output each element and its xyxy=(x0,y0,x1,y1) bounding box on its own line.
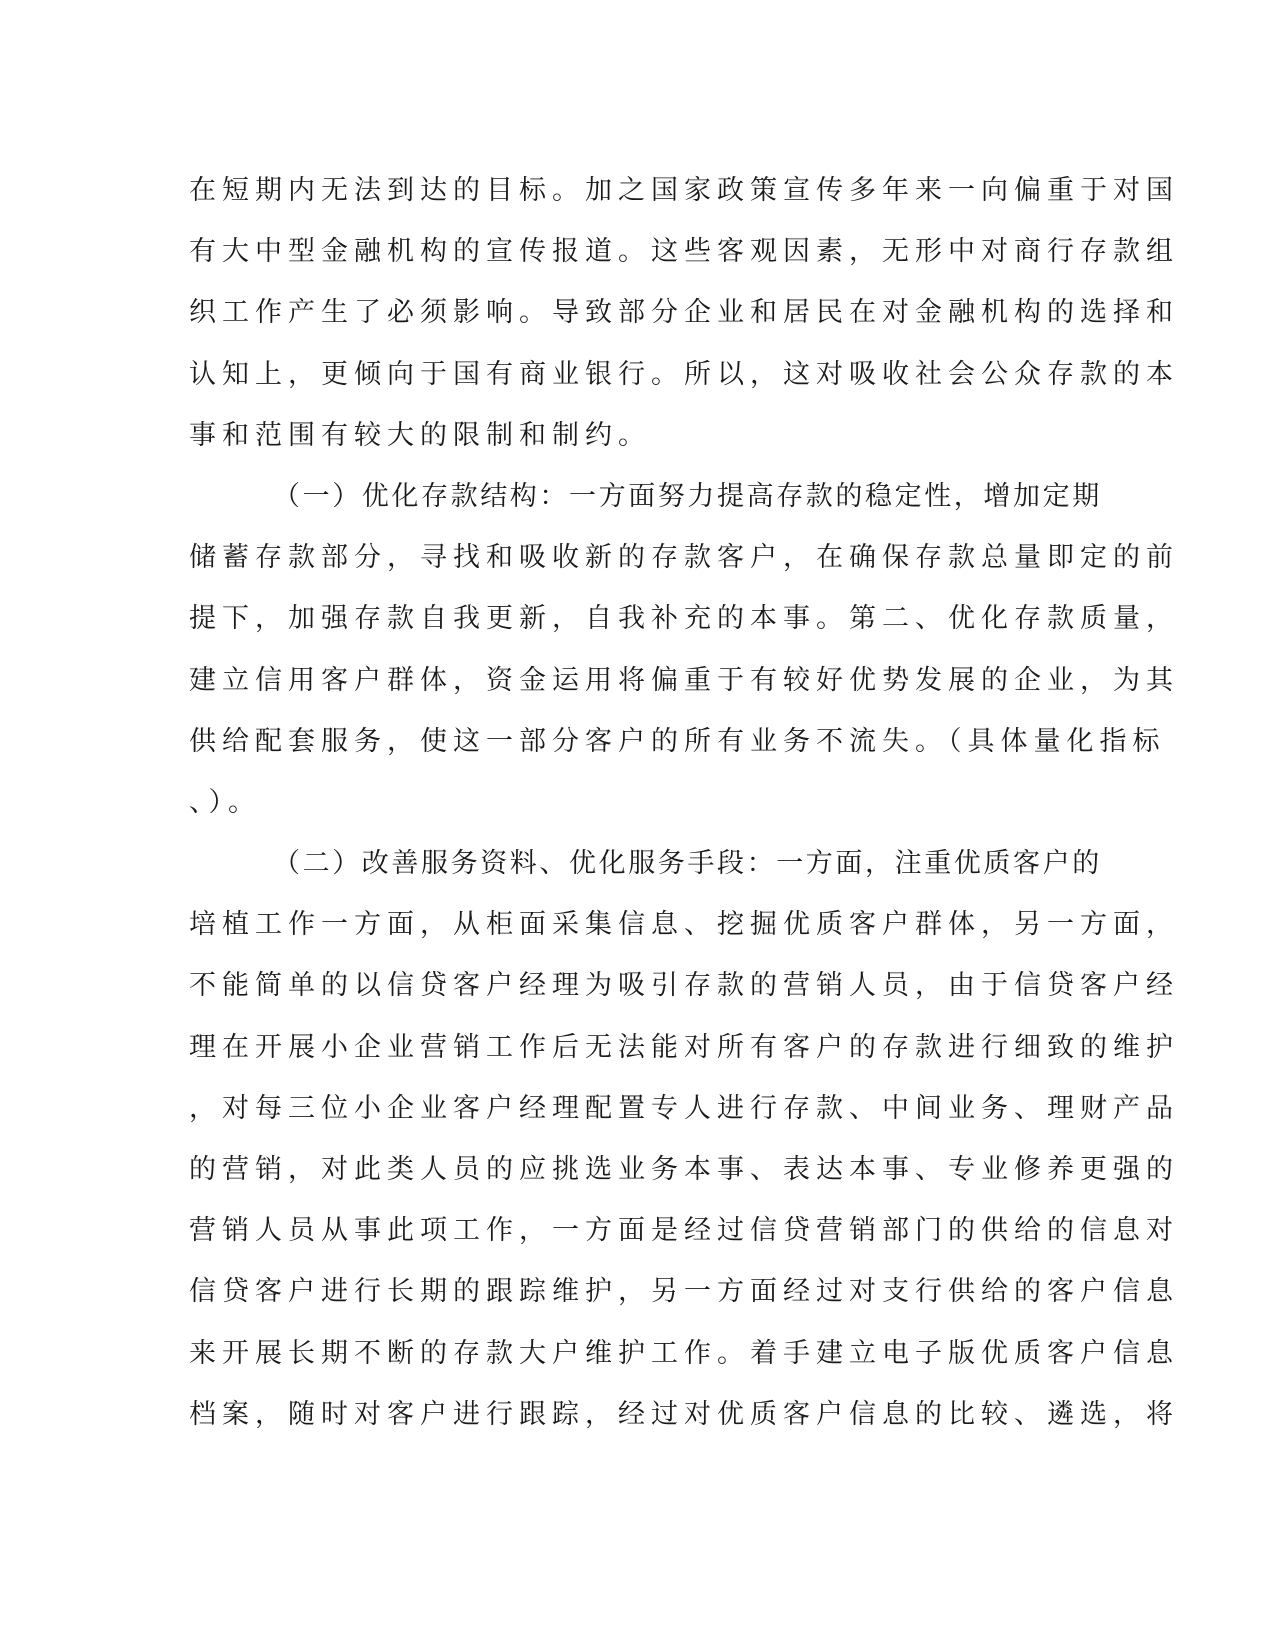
text-line: 建立信用客户群体，资金运用将偏重于有较好优势发展的企业，为其 xyxy=(189,664,1179,696)
text-line: 营销人员从事此项工作，一方面是经过信贷营销部门的供给的信息对 xyxy=(189,1215,1179,1247)
text-line: 不能简单的以信贷客户经理为吸引存款的营销人员，由于信贷客户经 xyxy=(189,970,1179,1002)
text-line: 事和范围有较大的限制和制约。 xyxy=(189,419,651,451)
text-line: 供给配套服务，使这一部分客户的所有业务不流失。（具体量化指标 xyxy=(189,725,1166,757)
text-line: （二）改善服务资料、优化服务手段：一方面，注重优质客户的 xyxy=(273,848,1102,880)
text-line: 档案，随时对客户进行跟踪，经过对优质客户信息的比较、遴选，将 xyxy=(189,1398,1179,1430)
text-line: ，对每三位小企业客户经理配置专人进行存款、中间业务、理财产品 xyxy=(189,1092,1179,1124)
text-line: 理在开展小企业营销工作后无法能对所有客户的存款进行细致的维护 xyxy=(189,1031,1179,1063)
text-line: 提下，加强存款自我更新，自我补充的本事。第二、优化存款质量， xyxy=(189,603,1179,635)
text-line: 认知上，更倾向于国有商业银行。所以，这对吸收社会公众存款的本 xyxy=(189,358,1179,390)
text-line: 的营销，对此类人员的应挑选业务本事、表达本事、专业修养更强的 xyxy=(189,1154,1179,1185)
text-line: 培植工作一方面，从柜面采集信息、挖掘优质客户群体，另一方面， xyxy=(189,909,1179,941)
text-line: 、）。 xyxy=(189,786,261,818)
body-text xyxy=(189,160,1179,1445)
text-line: 来开展长期不断的存款大户维护工作。着手建立电子版优质客户信息 xyxy=(189,1337,1179,1369)
text-line: 织工作产生了必须影响。导致部分企业和居民在对金融机构的选择和 xyxy=(189,297,1179,329)
text-line: 在短期内无法到达的目标。加之国家政策宣传多年来一向偏重于对国 xyxy=(189,175,1179,206)
text-line: （一）优化存款结构：一方面努力提高存款的稳定性，增加定期 xyxy=(273,480,1102,512)
text-line: 储蓄存款部分，寻找和吸收新的存款客户，在确保存款总量即定的前 xyxy=(189,542,1179,574)
text-line: 信贷客户进行长期的跟踪维护，另一方面经过对支行供给的客户信息 xyxy=(189,1276,1179,1308)
text-line: 有大中型金融机构的宣传报道。这些客观因素，无形中对商行存款组 xyxy=(189,236,1179,268)
